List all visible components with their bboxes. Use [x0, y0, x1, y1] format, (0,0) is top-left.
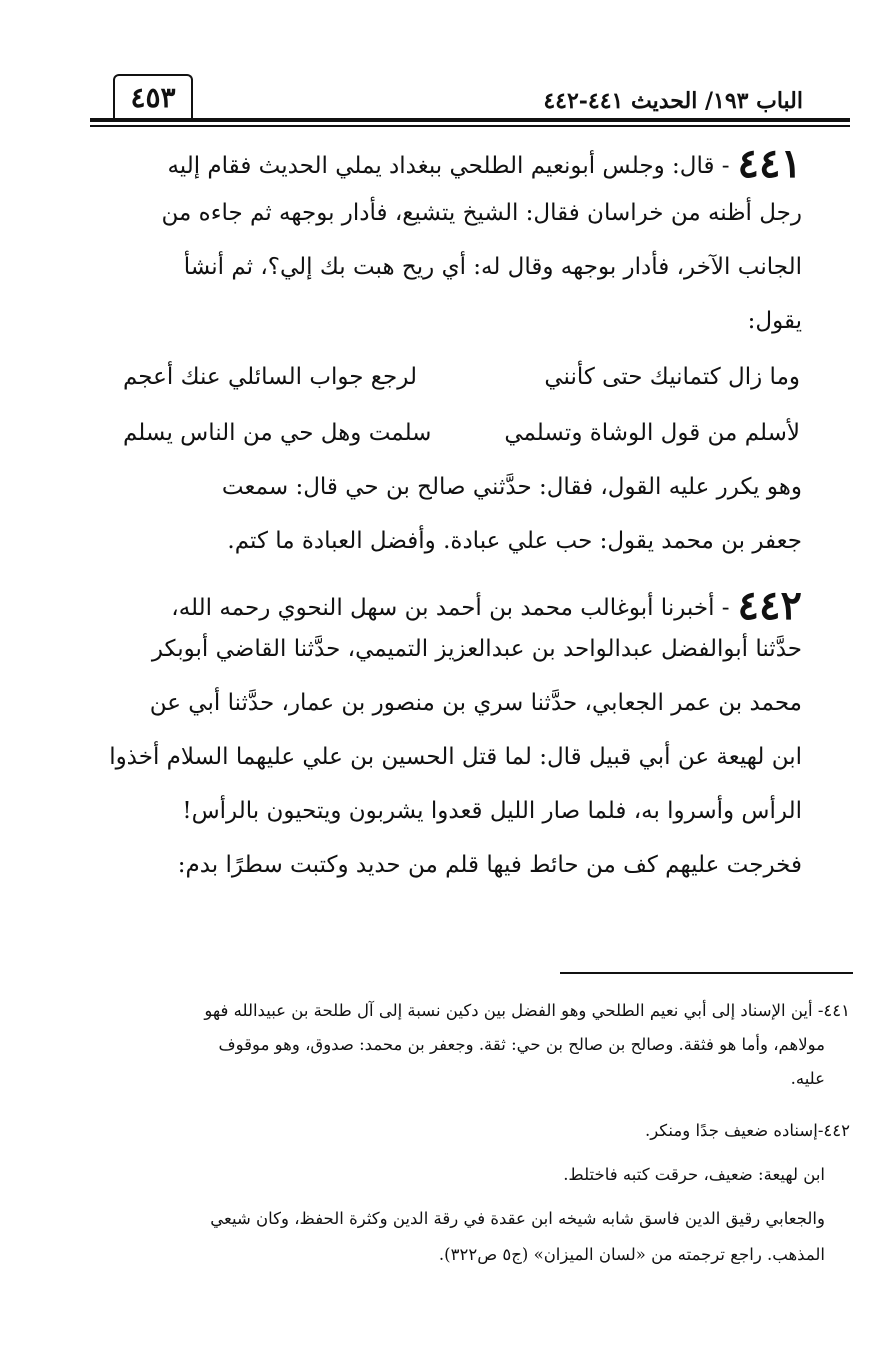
hadith-442-line-2: حدَّثنا أبوالفضل عبدالواحد بن عبدالعزيز التميمي، حدَّثنا القاضي أبوبكر — [151, 636, 802, 662]
verse-1-first-hemistich: وما زال كتمانيك حتى كأنني — [544, 364, 800, 390]
hadith-442-line-3: محمد بن عمر الجعابي، حدَّثنا سري بن منصور بن عمار، حدَّثنا أبي عن — [149, 690, 802, 716]
hadith-441-number: ٤٤١ — [737, 140, 802, 187]
hadith-442-line-6: فخرجت عليهم كف من حائط فيها قلم من حديد وكتبت سطرًا بدم: — [177, 852, 802, 878]
footnote-442-line-3: والجعابي رقيق الدين فاسق شابه شيخه ابن عقدة في رقة الدين وكثرة الحفظ، وكان شيعي — [210, 1209, 825, 1228]
footnote-441-line-1: ٤٤١- أين الإسناد إلى أبي نعيم الطلحي وهو الفضل بين دكين نسبة إلى آل طلحة بن عبيدالله فهو — [204, 1001, 850, 1020]
hadith-441-line-3: الجانب الآخر، فأدار بوجهه وقال له: أي ريح هبت بك إلي؟، ثم أنشأ — [183, 254, 802, 280]
hadith-441-line-1: ٤٤١- قال: وجلس أبونعيم الطلحي ببغداد يملي الحديث فقام إليه — [167, 140, 802, 187]
verse-2-second-hemistich: سلمت وهل حي من الناس يسلم — [123, 420, 432, 446]
verse-2-first-hemistich: لأسلم من قول الوشاة وتسلمي — [504, 420, 800, 446]
footnote-442-line-2: ابن لهيعة: ضعيف، حرقت كتبه فاختلط. — [563, 1165, 825, 1184]
footnote-441-line-3: عليه. — [790, 1069, 825, 1088]
footnote-442-line-4: المذهب. راجع ترجمته من «لسان الميزان» (ج٥ ص٣٢٢). — [438, 1245, 825, 1264]
footnote-441-line-2: مولاهم، وأما هو فثقة. وصالح بن صالح بن حي: ثقة. وجعفر بن محمد: صدوق، وهو موقوف — [218, 1035, 825, 1054]
hadith-441-after-line-2: جعفر بن محمد يقول: حب علي عبادة. وأفضل العبادة ما كتم. — [227, 528, 802, 554]
footnote-separator — [560, 972, 853, 974]
header-rule-thin — [90, 125, 850, 127]
hadith-441-line-4: يقول: — [747, 308, 802, 334]
hadith-441-after-line-1: وهو يكرر عليه القول، فقال: حدَّثني صالح بن حي قال: سمعت — [221, 474, 802, 500]
header-rule — [90, 118, 850, 122]
hadith-442-line-1: ٤٤٢- أخبرنا أبوغالب محمد بن أحمد بن سهل النحوي رحمه الله، — [171, 582, 802, 629]
page-number: ٤٥٣ — [113, 74, 193, 120]
hadith-442-number: ٤٤٢ — [737, 582, 802, 629]
hadith-442-line-4: ابن لهيعة عن أبي قبيل قال: لما قتل الحسين بن علي عليهما السلام أخذوا — [109, 744, 802, 770]
running-title: الباب ١٩٣/ الحديث ٤٤١-٤٤٢ — [543, 88, 803, 114]
verse-1-second-hemistich: لرجع جواب السائلي عنك أعجم — [123, 364, 417, 390]
hadith-442-line-5: الرأس وأسروا به، فلما صار الليل قعدوا يشربون ويتحيون بالرأس! — [182, 798, 802, 824]
footnote-442-line-1: ٤٤٢-إسناده ضعيف جدًا ومنكر. — [644, 1121, 850, 1140]
hadith-441-line-2: رجل أظنه من خراسان فقال: الشيخ يتشيع، فأدار بوجهه ثم جاءه من — [161, 200, 802, 226]
